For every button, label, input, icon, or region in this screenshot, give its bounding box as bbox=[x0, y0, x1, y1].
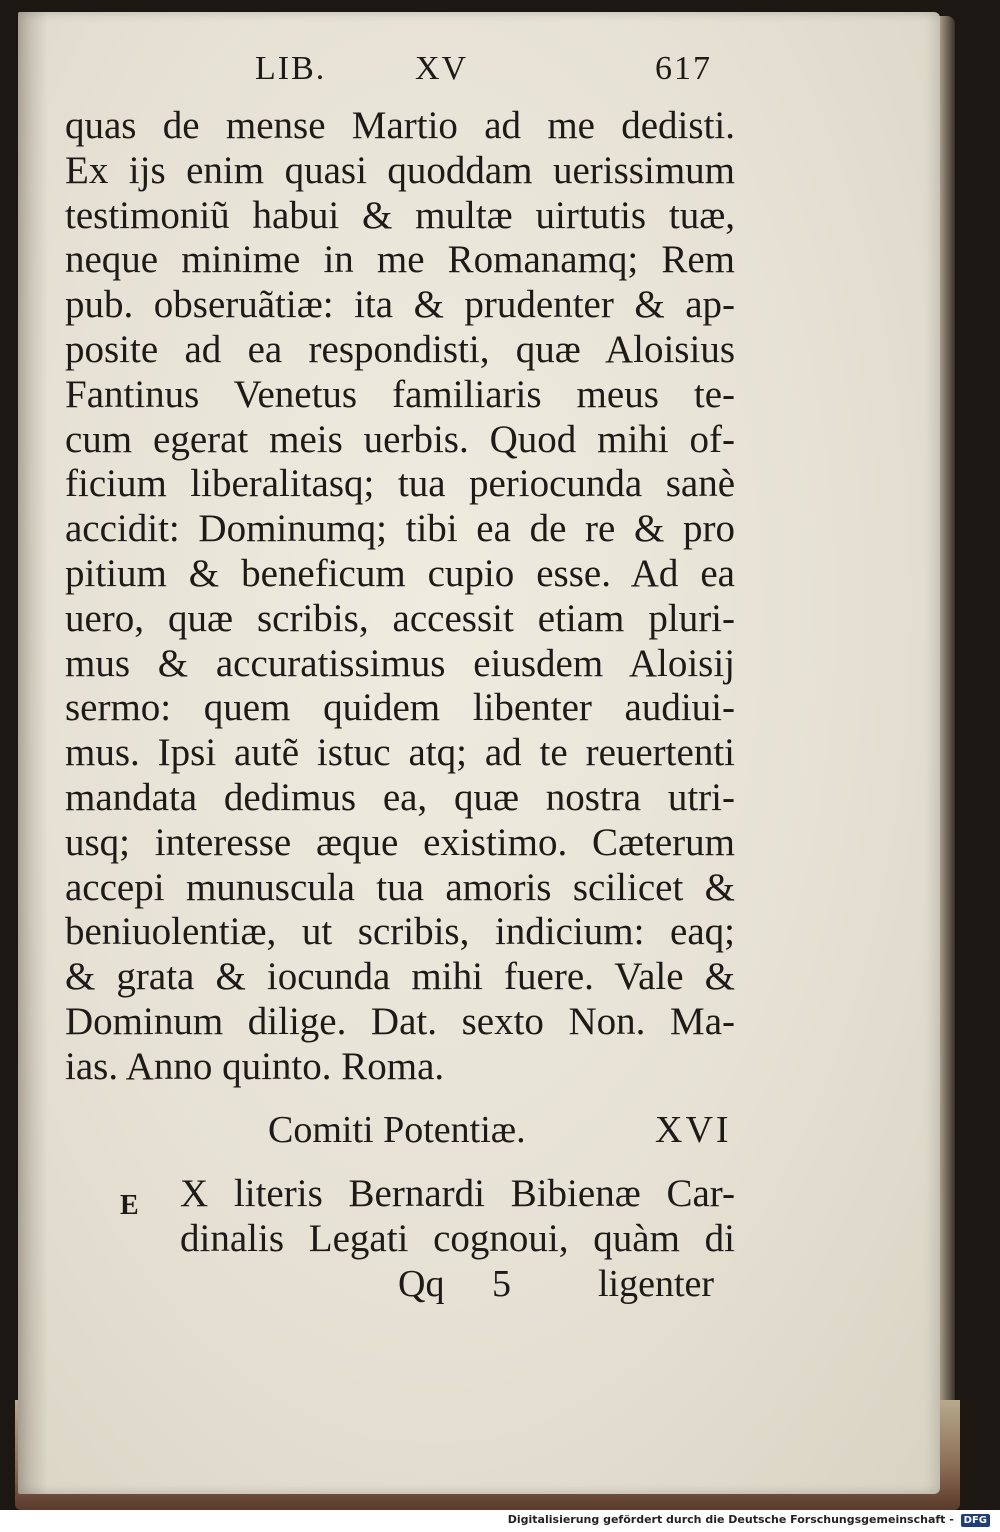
letter-number: XVI bbox=[655, 1109, 732, 1151]
page-number: 617 bbox=[655, 50, 712, 87]
text-line: cum egerat meis uerbis. Quod mihi of- bbox=[65, 417, 735, 461]
signature-number: 5 bbox=[492, 1263, 511, 1305]
text-line: beniuolentiæ, ut scribis, indicium: eaq; bbox=[65, 910, 735, 954]
text-line: & grata & iocunda mihi fuere. Vale & bbox=[65, 955, 735, 999]
text-line: dinalis Legati cognoui, quàm di bbox=[180, 1216, 735, 1260]
running-head-book-number: XV bbox=[415, 50, 469, 87]
text-line: neque minime in me Romanamq; Rem bbox=[65, 238, 735, 282]
text-line: ficium liberalitasq; tua periocunda sanè bbox=[65, 462, 735, 506]
gutter-shadow bbox=[18, 12, 48, 1494]
text-line: pub. obseruãtiæ: ita & prudenter & ap- bbox=[65, 283, 735, 327]
running-head-lib: LIB. bbox=[255, 50, 327, 87]
text-line: mandata dedimus ea, quæ nostra utri- bbox=[65, 775, 735, 819]
credit-text: Digitalisierung gefördert durch die Deutsche Forschungsgemeinschaft - bbox=[507, 1513, 954, 1526]
letter-heading: Comiti Potentiæ. bbox=[268, 1109, 526, 1151]
text-line: quas de mense Martio ad me dedisti. bbox=[65, 104, 735, 147]
text-line: uero, quæ scribis, accessit etiam pluri- bbox=[65, 596, 735, 640]
text-line: posite ad ea respondisti, quæ Aloisius bbox=[65, 327, 735, 371]
text-line: ias. Anno quinto. Roma. bbox=[65, 1044, 445, 1088]
text-line: X literis Bernardi Bibienæ Car- bbox=[180, 1172, 735, 1215]
text-line: accidit: Dominumq; tibi ea de re & pro bbox=[65, 507, 735, 551]
letter-body-second bbox=[180, 1172, 735, 1262]
dfg-logo-icon: DFG bbox=[961, 1514, 990, 1527]
text-line: Fantinus Venetus familiaris meus te- bbox=[65, 372, 735, 416]
text-line: testimoniũ habui & multæ uirtutis tuæ, bbox=[65, 193, 735, 237]
letter-body bbox=[65, 104, 735, 1090]
text-line: accepi munuscula tua amoris scilicet & bbox=[65, 865, 735, 909]
initial-letter: E bbox=[120, 1190, 139, 1221]
text-line: pitium & beneficum cupio esse. Ad ea bbox=[65, 551, 735, 595]
text-line: Dominum dilige. Dat. sexto Non. Ma- bbox=[65, 999, 735, 1043]
signature-mark: Qq bbox=[398, 1263, 445, 1305]
catchword: ligenter bbox=[598, 1263, 715, 1305]
text-line: usq; interesse æque existimo. Cæterum bbox=[65, 820, 735, 864]
text-line: mus & accuratissimus eiusdem Aloisij bbox=[65, 641, 735, 685]
text-line: Ex ijs enim quasi quoddam uerissimum bbox=[65, 148, 735, 192]
digitization-credit bbox=[508, 1513, 990, 1527]
text-line: sermo: quem quidem libenter audiui- bbox=[65, 686, 735, 730]
text-line: mus. Ipsi autẽ istuc atq; ad te reuertenti bbox=[65, 731, 735, 775]
